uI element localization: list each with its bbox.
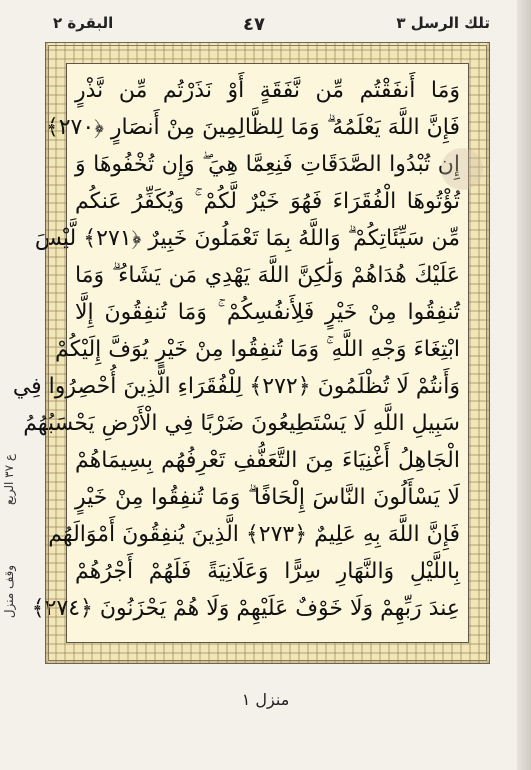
verse-line: تُنفِقُوا مِنْ خَيْرٍ فَلِأَنفُسِكُمْ ۚ وَمَا تُنفِقُونَ إِلَّا — [75, 300, 460, 325]
verse-line: وَأَنتُمْ لَا تُظْلَمُونَ ﴿٢٧٢﴾ لِلْفُقَرَاءِ الَّذِينَ أُحْصِرُوا فِي — [12, 374, 460, 399]
verse-line: عَلَيْكَ هُدَاهُمْ وَلَٰكِنَّ اللَّهَ يَهْدِي مَن يَشَاءُ ۗ وَمَا — [75, 263, 460, 288]
verse-line: سَبِيلِ اللَّهِ لَا يَسْتَطِيعُونَ ضَرْبًا فِي الْأَرْضِ يَحْسَبُهُمُ — [23, 411, 460, 436]
verse-line: مِّن سَيِّئَاتِكُمْ ۗ وَاللَّهُ بِمَا تَعْمَلُونَ خَبِيرٌ ﴿٢٧١﴾ لَّيْسَ — [34, 226, 460, 251]
page-edge — [517, 0, 531, 770]
verse-line: إِن تُبْدُوا الصَّدَقَاتِ فَنِعِمَّا هِيَ ۖ وَإِن تُخْفُوهَا وَ — [75, 152, 460, 177]
page-header — [45, 14, 490, 42]
page-number: ٤٧ — [243, 14, 265, 35]
surah-name: البقرة ٢ — [53, 14, 114, 32]
verse-line: فَإِنَّ اللَّهَ بِهِ عَلِيمٌ ﴿٢٧٣﴾ الَّذِينَ يُنفِقُونَ أَمْوَالَهُم — [48, 522, 460, 547]
verse-line: ابْتِغَاءَ وَجْهِ اللَّهِ ۚ وَمَا تُنفِقُوا مِنْ خَيْرٍ يُوَفَّ إِلَيْكُمْ — [55, 337, 460, 362]
verse-line: تُؤْتُوهَا الْفُقَرَاءَ فَهُوَ خَيْرٌ لَّكُمْ ۚ وَيُكَفِّرُ عَنكُم — [75, 189, 460, 214]
verse-line: بِاللَّيْلِ وَالنَّهَارِ سِرًّا وَعَلَانِيَةً فَلَهُمْ أَجْرُهُمْ — [75, 559, 460, 584]
juz-name: تلك الرسل ٣ — [396, 14, 490, 32]
ornamental-border — [12, 42, 490, 664]
verse-line: لَا يَسْأَلُونَ النَّاسَ إِلْحَافًا ۗ وَمَا تُنفِقُوا مِنْ خَيْرٍ — [75, 485, 460, 510]
verse-line: وَمَا أَنفَقْتُم مِّن نَّفَقَةٍ أَوْ نَذَرْتُم مِّن نَّذْرٍ — [75, 78, 460, 103]
ruku-note: ع ٣٧ الربع — [2, 454, 16, 506]
stamp-mark — [441, 148, 483, 190]
footer-label: منزل ١ — [241, 690, 290, 709]
verse-panel — [12, 63, 469, 643]
verse-line: عِندَ رَبِّهِمْ وَلَا خَوْفٌ عَلَيْهِمْ وَلَا هُمْ يَحْزَنُونَ ﴿٢٧٤﴾ — [31, 596, 460, 621]
manzil-note: وقف منزل — [2, 565, 16, 619]
verse-line: فَإِنَّ اللَّهَ يَعْلَمُهُ ۗ وَمَا لِلظَّالِمِينَ مِنْ أَنصَارٍ ﴿٢٧٠﴾ — [45, 115, 460, 140]
verse-line: الْجَاهِلُ أَغْنِيَاءَ مِنَ التَّعَفُّفِ تَعْرِفُهُم بِسِيمَاهُمْ — [75, 448, 460, 473]
verse-lines — [12, 72, 460, 627]
